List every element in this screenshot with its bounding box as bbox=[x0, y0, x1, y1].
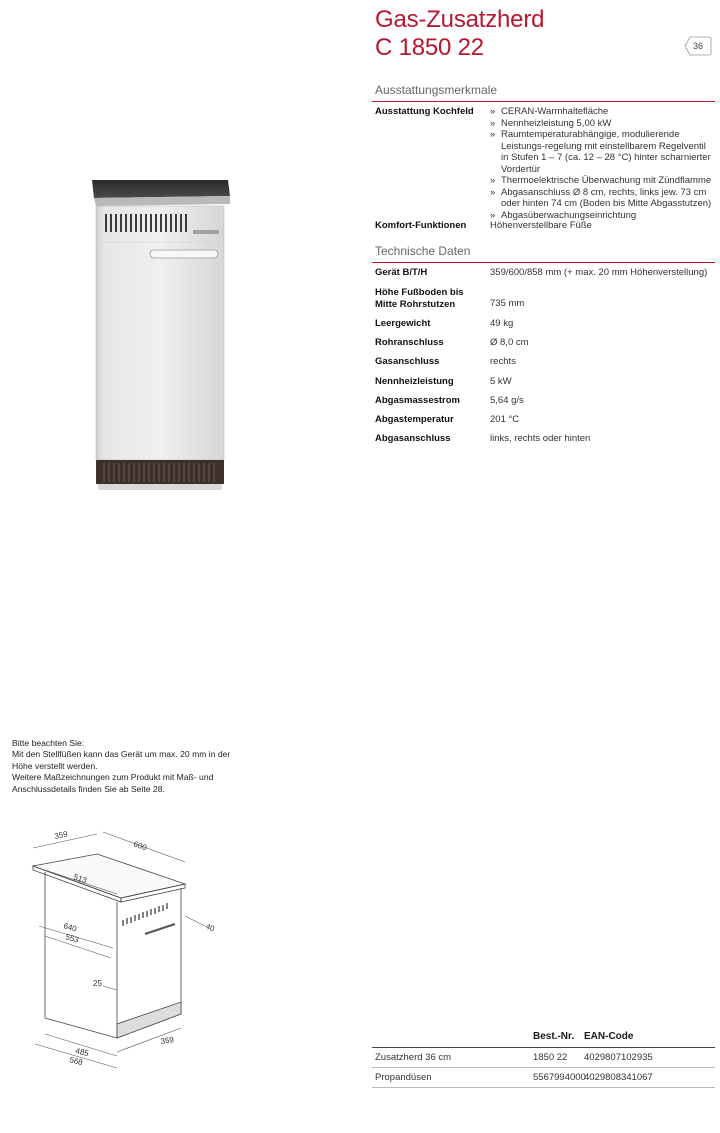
dim-359-top: 359 bbox=[53, 829, 69, 841]
spec-value: Ø 8,0 cm bbox=[490, 337, 529, 348]
cell-bestnr: 5567994000 bbox=[533, 1072, 586, 1083]
col-header-bestnr: Best.-Nr. bbox=[533, 1031, 575, 1042]
spec-value: rechts bbox=[490, 356, 516, 367]
list-item: » Abgasüberwachungseinrichtung bbox=[490, 210, 712, 222]
dimension-drawing bbox=[25, 822, 240, 1072]
row-label: Ausstattung Kochfeld bbox=[375, 106, 474, 117]
dim-359-bottom: 359 bbox=[160, 1035, 175, 1046]
spec-value: 201 °C bbox=[490, 414, 520, 425]
spec-label: Abgastemperatur bbox=[375, 414, 454, 425]
cell-bestnr: 1850 22 bbox=[533, 1052, 568, 1063]
page-number-badge bbox=[684, 36, 712, 56]
dim-568: 568 bbox=[68, 1055, 84, 1068]
section-heading-ausstattung: Ausstattungsmerkmale bbox=[375, 83, 498, 97]
note-line: Mit den Stellfüßen kann das Gerät um max. 20 mm in der Höhe verstellt werden. bbox=[12, 749, 231, 771]
table-row bbox=[372, 1052, 715, 1066]
table-rule bbox=[372, 1087, 715, 1088]
spec-label: Nennheizleistung bbox=[375, 376, 454, 387]
dim-40: 40 bbox=[204, 921, 217, 934]
spec-label: Abgasmassestrom bbox=[375, 395, 461, 406]
dimension-drawing-svg bbox=[25, 822, 240, 1072]
list-item: » CERAN-Warmhaltefläche bbox=[490, 106, 712, 118]
section-heading-technische-daten: Technische Daten bbox=[375, 244, 471, 258]
spec-value: 359/600/858 mm (+ max. 20 mm Höhenverstellung) bbox=[490, 267, 708, 278]
row-label: Komfort-Funktionen bbox=[375, 220, 467, 231]
list-item: » Abgasanschluss Ø 8 cm, rechts, links jew. 73 cm oder hinten 74 cm (Boden bis Mitte Abgasstutzen) bbox=[490, 187, 712, 210]
table-rule bbox=[372, 1067, 715, 1068]
row-ausstattung-kochfeld bbox=[375, 106, 715, 221]
dim-485: 485 bbox=[74, 1046, 90, 1059]
order-table-header bbox=[372, 1031, 715, 1045]
cell-ean: 4029808341067 bbox=[584, 1072, 653, 1083]
table-rule bbox=[372, 1047, 715, 1048]
page-title bbox=[375, 6, 544, 62]
dim-640: 640 bbox=[62, 921, 78, 934]
spec-value: 5 kW bbox=[490, 376, 512, 387]
spec-label: Gerät B/T/H bbox=[375, 267, 428, 278]
note-line: Weitere Maßzeichnungen zum Produkt mit Maß- und Anschlussdetails finden Sie ab Seite 28. bbox=[12, 772, 214, 794]
spec-label: Gasanschluss bbox=[375, 356, 440, 367]
row-value: Höhenverstellbare Füße bbox=[490, 220, 592, 231]
list-item: » Raumtemperaturabhängige, modulierende Leistungs-regelung mit einstellbarem Regelventil in Stufen 1 – 7 (ca. 12 – 28 °C) hinter scharnierter Vordertür bbox=[490, 129, 712, 175]
spec-value: links, rechts oder hinten bbox=[490, 433, 591, 444]
hint-note bbox=[12, 738, 232, 795]
table-row bbox=[372, 1072, 715, 1086]
oven-illustration bbox=[90, 176, 238, 496]
row-komfort-funktionen bbox=[375, 220, 715, 234]
title-line-2: C 1850 22 bbox=[375, 34, 484, 61]
list-item: » Nennheizleistung 5,00 kW bbox=[490, 118, 712, 130]
row-value-list bbox=[490, 106, 712, 221]
product-photo bbox=[90, 176, 238, 496]
note-line: Bitte beachten Sie: bbox=[12, 738, 85, 748]
col-header-ean: EAN-Code bbox=[584, 1031, 634, 1042]
spec-value: 5,64 g/s bbox=[490, 395, 524, 406]
spec-value: 49 kg bbox=[490, 318, 514, 329]
list-item: » Thermoelektrische Überwachung mit Zündflamme bbox=[490, 175, 712, 187]
spec-value: 735 mm bbox=[490, 298, 525, 309]
spec-label: Abgasanschluss bbox=[375, 433, 451, 444]
cell-name: Propandüsen bbox=[375, 1072, 432, 1083]
dim-513: 513 bbox=[72, 872, 88, 886]
section-rule bbox=[372, 101, 715, 102]
spec-label: Rohranschluss bbox=[375, 337, 444, 348]
spec-label: Leergewicht bbox=[375, 318, 431, 329]
dim-25: 25 bbox=[93, 979, 102, 988]
spec-label: Höhe Fußboden bis Mitte Rohrstutzen bbox=[375, 287, 464, 310]
dim-600: 600 bbox=[132, 839, 148, 853]
section-rule bbox=[372, 262, 715, 263]
page-number: 36 bbox=[692, 41, 703, 51]
cell-name: Zusatzherd 36 cm bbox=[375, 1052, 452, 1063]
cell-ean: 4029807102935 bbox=[584, 1052, 653, 1063]
title-line-1: Gas-Zusatzherd bbox=[375, 6, 545, 33]
dim-553: 553 bbox=[64, 932, 80, 945]
